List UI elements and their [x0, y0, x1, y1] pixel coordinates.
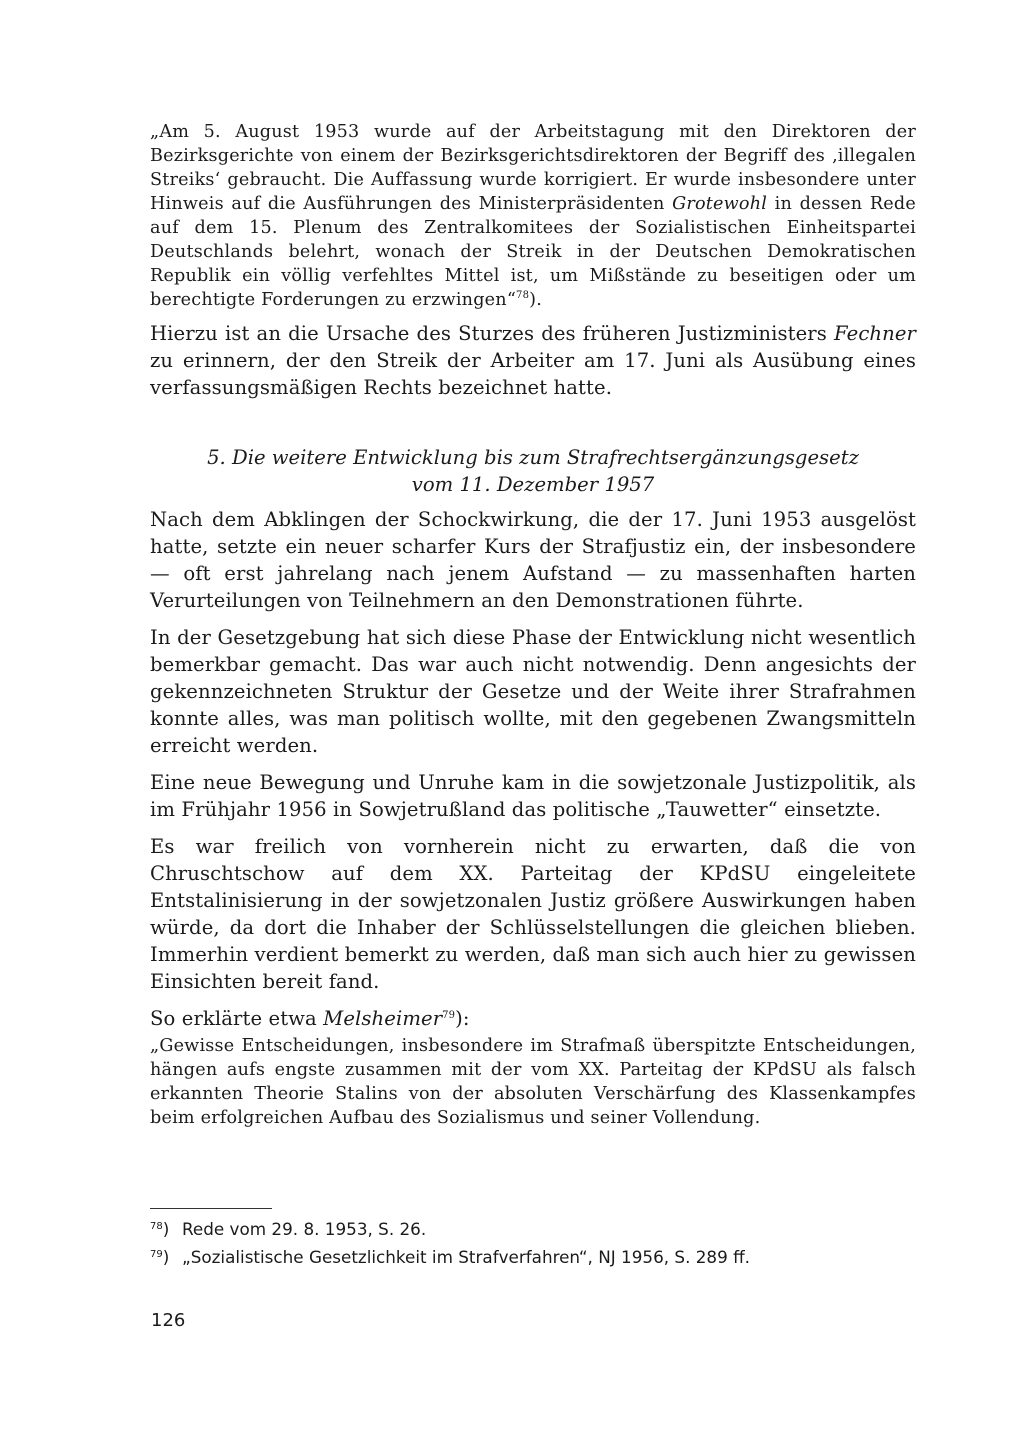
footnote-ref: 78	[516, 290, 530, 301]
quote-grotewohl: „Am 5. August 1953 wurde auf der Arbeitstagung mit den Direktoren der Bezirksgerichte von einem der Bezirksgerichtsdirektoren der Begriff des ‚illegalen Streiks‘ gebraucht. Die Auffassung wurde korrigiert. Er wurde insbesondere unter Hinweis auf die Ausführungen des Ministerpräsidenten Grotewohl in dessen Rede auf dem 15. Plenum des Zentralkomitees der Sozialistischen Einheitspartei Deutschlands belehrt, wonach der Streik in der Deutschen Demokratischen Republik ein völlig verfehltes Mittel ist, um Mißstände zu beseitigen oder um berechtigte Forderungen zu erzwingen“$^{78}$).	[150, 122, 916, 310]
page-number: 126	[151, 1310, 186, 1331]
person-name: Grotewohl	[672, 194, 768, 214]
section-heading-line1: 5. Die weitere Entwicklung bis zum Strafrechtsergänzungsgesetz	[207, 446, 859, 469]
person-name: Fechner	[834, 322, 916, 345]
paragraph: Es war freilich von vornherein nicht zu erwarten, daß die von Chruschtschow auf dem XX. Parteitag der KPdSU eingeleitete Entstalinisierung in der sowjetzonalen Justiz größere Auswirkungen haben würde, da dort die Inhaber der Schlüsselstellungen die gleichen blieben. Immerhin verdient bemerkt zu werden, daß man sich auch hier zu gewissen Einsichten bereit fand.	[150, 835, 916, 993]
section-heading-line2: vom 11. Dezember 1957	[411, 473, 655, 496]
paragraph: Nach dem Abklingen der Schockwirkung, die der 17. Juni 1953 ausgelöst hatte, setzte ein neuer scharfer Kurs der Strafjustiz ein, der insbesondere — oft erst jahrelang nach jenem Aufstand — zu massenhaften harten Verurteilungen von Teilnehmern an den Demonstrationen führte.	[150, 508, 916, 612]
person-name: Melsheimer	[323, 1007, 443, 1030]
footnote: $^{78}$) Rede vom 29. 8. 1953, S. 26.	[150, 1219, 427, 1239]
footnote: $^{79}$) „Sozialistische Gesetzlichkeit im Strafverfahren“, NJ 1956, S. 289 ff.	[150, 1247, 751, 1267]
footnote-divider	[150, 1208, 272, 1209]
section-heading	[150, 444, 916, 498]
paragraph-fechner: Hierzu ist an die Ursache des Sturzes des früheren Justizministers Fechner zu erinnern, der den Streik der Arbeiter am 17. Juni als Ausübung eines verfassungsmäßigen Rechts bezeichnet hatte.	[150, 322, 916, 399]
quote-melsheimer: „Gewisse Entscheidungen, insbesondere im Strafmaß überspitzte Entscheidungen, hängen aufs engste zusammen mit der vom XX. Parteitag der KPdSU als falsch erkannten Theorie Stalins von der absoluten Verschärfung des Klassenkampfes beim erfolgreichen Aufbau des Sozialismus und seiner Vollendung.	[150, 1036, 916, 1128]
footnote-ref: 79	[442, 1010, 456, 1021]
paragraph-melsheimer: So erklärte etwa Melsheimer$^{79}$):	[150, 1007, 470, 1030]
main-text	[150, 120, 916, 1130]
paragraph: Eine neue Bewegung und Unruhe kam in die sowjetzonale Justizpolitik, als im Frühjahr 1956 in Sowjetrußland das politische „Tauwetter“ einsetzte.	[150, 771, 916, 821]
paragraph: In der Gesetzgebung hat sich diese Phase der Entwicklung nicht wesentlich bemerkbar gemacht. Das war auch nicht notwendig. Denn angesichts der gekennzeichneten Struktur der Gesetze und der Weite ihrer Strafrahmen konnte alles, was man politisch wollte, mit den gegebenen Zwangsmitteln erreicht werden.	[150, 626, 916, 757]
